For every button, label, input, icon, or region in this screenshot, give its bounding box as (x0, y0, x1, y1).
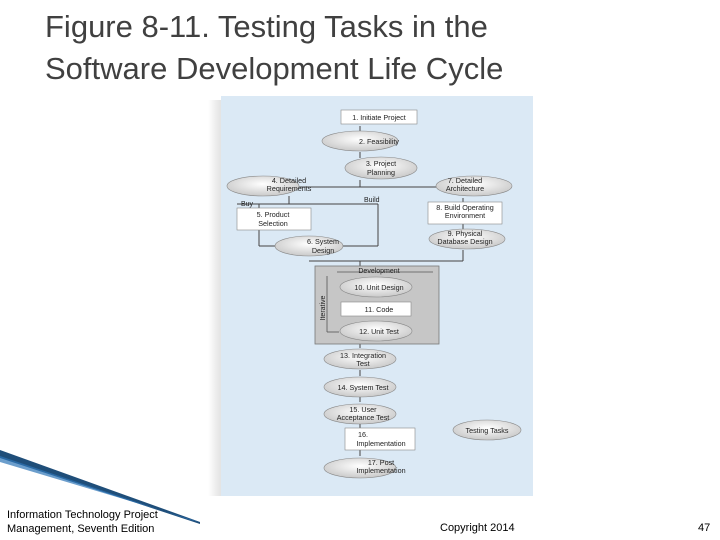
step-17-label-b: Implementation (356, 466, 406, 475)
step-17-label-a: 17. Post (367, 458, 395, 467)
step-11-label: 11. Code (364, 305, 394, 314)
step-7-label-b: Architecture (445, 184, 485, 193)
footer-copyright: Copyright 2014 (440, 522, 515, 534)
buy-label: Buy (241, 201, 254, 208)
development-label: Development (358, 268, 400, 275)
slide-title (45, 6, 685, 90)
step-6-label-b: Design (311, 246, 335, 255)
step-4-label-a: 4. Detailed (271, 176, 307, 185)
step-16-label-a: 16. (358, 430, 368, 439)
build-label: Build (364, 197, 380, 204)
step-9-label-b: Database Design (437, 237, 493, 246)
step-1-label: 1. Initiate Project (352, 113, 406, 122)
step-13-label-a: 13. Integration (340, 351, 386, 360)
title-line-2: Software Development Life Cycle (45, 51, 504, 86)
step-2-label: 2. Feasibility (359, 137, 399, 146)
step-6-label-a: 6. System (307, 237, 339, 246)
step-5-label-b: Selection (258, 219, 288, 228)
step-8-label-a: 8. Build Operating (436, 203, 494, 212)
step-4-label-b: Requirements (266, 184, 312, 193)
step-8-label-b: Environment (444, 211, 486, 220)
step-10-label: 10. Unit Design (354, 283, 404, 292)
title-line-1: Figure 8-11. Testing Tasks in the (45, 9, 488, 44)
step-15-label-a: 15. User (349, 405, 377, 414)
step-15-label-b: Acceptance Test (336, 413, 390, 422)
figure-shadow (208, 100, 222, 496)
step-14-label: 14. System Test (337, 383, 389, 392)
page-number: 47 (698, 522, 711, 534)
step-3-label-b: Planning (367, 168, 395, 177)
footer-source-line-1: Information Technology Project (7, 509, 158, 521)
step-5-label-a: 5. Product (256, 210, 290, 219)
footer-source (7, 508, 158, 536)
step-16-label-b: Implementation (356, 439, 406, 448)
step-9-label-a: 9. Physical (447, 229, 483, 238)
step-12-label: 12. Unit Test (359, 327, 399, 336)
sdlc-testing-diagram (221, 96, 533, 496)
diagram-canvas (221, 96, 533, 496)
footer-source-line-2: Management, Seventh Edition (7, 523, 155, 535)
step-7-label-a: 7. Detailed (447, 176, 483, 185)
iterative-label: Iterative (320, 295, 327, 321)
step-13-label-b: Test (356, 359, 370, 368)
step-3-label-a: 3. Project (365, 159, 397, 168)
legend-label: Testing Tasks (465, 426, 509, 435)
